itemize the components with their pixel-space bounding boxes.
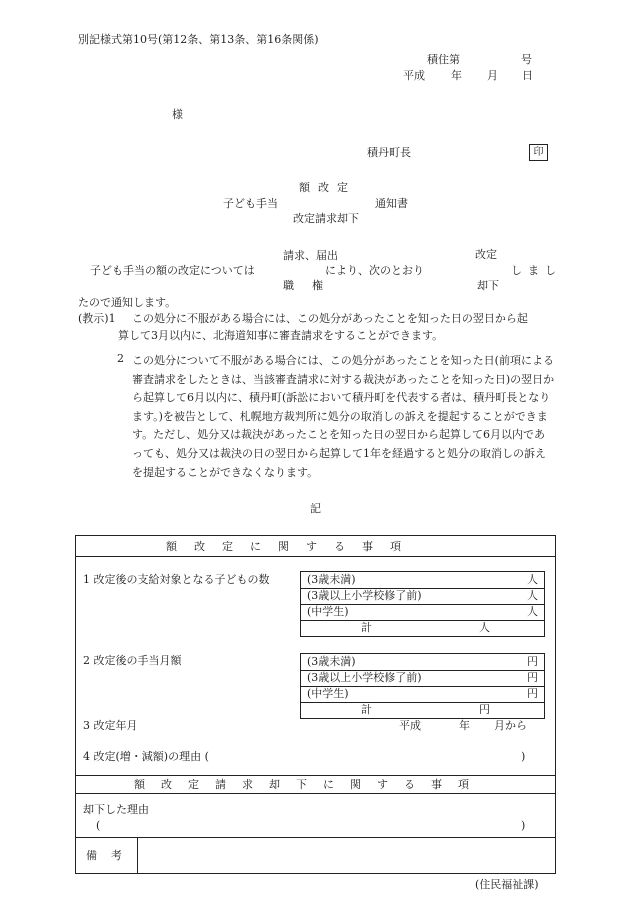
- children-row-label: (3歳未満): [307, 573, 356, 586]
- amount-row-unit: 円: [527, 655, 538, 668]
- children-total-label: 計: [361, 621, 372, 634]
- section2-title: 額改定請求却下に関する事項: [134, 778, 485, 791]
- monthly-amount-box: [300, 653, 545, 719]
- children-total-unit: 人: [479, 621, 490, 634]
- item4-label: 4 改定(増・減額)の理由 (: [83, 750, 209, 763]
- reject-reason-label: 却下した理由: [83, 803, 149, 816]
- date-era: 平成: [403, 69, 425, 82]
- children-count-box: [300, 571, 545, 637]
- amount-row-label: (中学生): [307, 687, 349, 700]
- amount-row-unit: 円: [527, 687, 538, 700]
- title-line2-right: 通知書: [375, 197, 408, 210]
- title-line3: 改定請求却下: [293, 212, 359, 225]
- section1-title: 額改定に関する事項: [166, 540, 418, 553]
- item3-year: 年: [459, 719, 470, 732]
- preamble-end: しまし: [511, 264, 562, 277]
- amount-row-label: (3歳以上小学校修了前): [307, 671, 422, 684]
- children-row-label: (3歳以上小学校修了前): [307, 589, 422, 602]
- choice-revise: 改定: [475, 248, 497, 261]
- instruction-label: (教示)1: [78, 312, 116, 325]
- amount-total-label: 計: [361, 703, 372, 716]
- preamble-closing: たので通知します。: [78, 296, 177, 309]
- form-number: 別記様式第10号(第12条、第13条、第16条関係): [78, 33, 319, 46]
- instruction-2-text: この処分について不服がある場合には、この処分があったことを知った日(前項による審査請求をしたときは、当該審査請求に対する裁決があったことを知った日)の翌日から起算して6月以内に、積丹町(訴訟において積丹町を代表する者は、積丹町長となります。)を被告として、札幌地方裁判所に処分の取消しの訴えを提起することができます。ただし、処分又は裁決があったことを知った日の翌日から起算して6月以内であっても、処分又は裁決の日の翌日から起算して1年を経過すると処分の取消しの訴えを提起することができなくなります。: [132, 354, 555, 479]
- item3-month: 月から: [494, 719, 527, 732]
- department-name: (住民福祉課): [475, 878, 539, 891]
- amount-total-unit: 円: [479, 703, 490, 716]
- item3-era: 平成: [399, 719, 421, 732]
- choice-reject: 却下: [477, 279, 499, 292]
- item4-close: ): [521, 750, 526, 763]
- preamble-mid: により、次のとおり: [325, 264, 424, 277]
- children-row-unit: 人: [527, 573, 538, 586]
- choice-request: 請求、届出: [283, 249, 338, 262]
- item2-label: 2 改定後の手当月額: [83, 654, 182, 667]
- instruction-1-line2: 算して3月以内に、北海道知事に審査請求をすることができます。: [118, 329, 444, 342]
- reject-reason-open: (: [96, 819, 101, 832]
- instruction-2-number: 2: [117, 352, 124, 365]
- item3-label: 3 改定年月: [83, 719, 138, 732]
- preamble-start: 子ども手当の額の改定については: [90, 264, 255, 277]
- addressee-suffix: 様: [172, 108, 183, 121]
- instruction-1-line1: この処分に不服がある場合には、この処分があったことを知った日の翌日から起: [132, 312, 528, 325]
- title-line2-left: 子ども手当: [223, 197, 278, 210]
- remarks-label: 備考: [86, 849, 136, 862]
- document-number-prefix: 積住第: [427, 53, 460, 66]
- choice-ex-officio: 職権: [283, 279, 341, 292]
- children-row-unit: 人: [527, 589, 538, 602]
- children-row-unit: 人: [527, 605, 538, 618]
- issuer-name: 積丹町長: [367, 146, 411, 159]
- seal-box: 印: [529, 144, 548, 161]
- ki-marker: 記: [310, 502, 321, 515]
- date-month-unit: 月: [487, 69, 498, 82]
- document-number-suffix: 号: [521, 53, 532, 66]
- children-row-label: (中学生): [307, 605, 349, 618]
- item1-label: 1 改定後の支給対象となる子どもの数: [83, 573, 270, 586]
- title-line1: 額改定: [299, 181, 356, 194]
- amount-row-label: (3歳未満): [307, 655, 356, 668]
- reject-reason-close: ): [521, 819, 526, 832]
- amount-row-unit: 円: [527, 671, 538, 684]
- date-day-unit: 日: [522, 69, 533, 82]
- date-year-unit: 年: [451, 69, 462, 82]
- details-table: [75, 535, 556, 874]
